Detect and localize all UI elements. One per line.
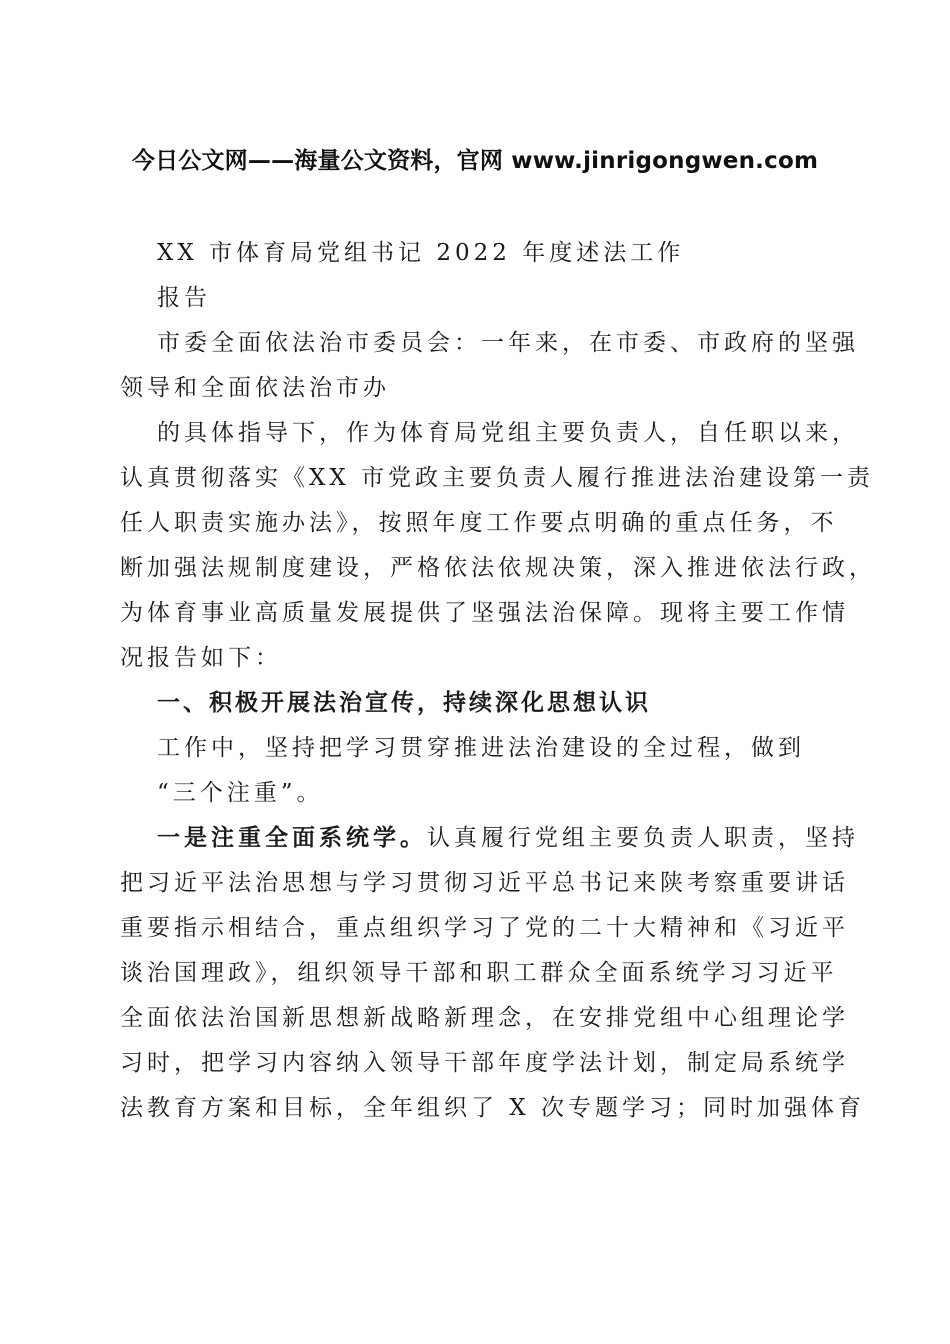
para2-line-2: “三个注重”。 — [157, 780, 324, 806]
para3-line-3: 重要指示相结合，重点组织学习了党的二十大精神和《习近平 — [120, 915, 849, 941]
para3-lead-phrase: 一是注重全面系统学。 — [157, 825, 427, 851]
section-heading-1: 一、积极开展法治宣传，持续深化思想认识 — [157, 690, 651, 716]
para3-line-5: 全面依法治国新思想新战略新理念，在安排党组中心组理论学 — [120, 1005, 849, 1031]
para2-line-1: 工作中，坚持把学习贯穿推进法治建设的全过程，做到 — [157, 735, 805, 761]
para1-line-5: 为体育事业高质量发展提供了坚强法治保障。现将主要工作情 — [120, 600, 849, 626]
para1-line-1: 的具体指导下，作为体育局党组主要负责人，自任职以来， — [157, 420, 859, 446]
para3-line-4: 谈治国理政》，组织领导干部和职工群众全面系统学习习近平 — [120, 960, 838, 986]
site-header-banner: 今日公文网——海量公文资料，官网 www.jinrigongwen.com — [131, 148, 819, 174]
para1-line-3: 任人职责实施办法》，按照年度工作要点明确的重点任务，不 — [120, 510, 838, 536]
para1-line-4: 断加强法规制度建设，严格依法依规决策，深入推进依法行政， — [120, 555, 876, 581]
para3-line-1 — [157, 823, 859, 853]
para3-line-1-rest: 认真履行党组主要负责人职责，坚持 — [427, 825, 859, 851]
intro-line-1: 市委全面依法治市委员会：一年来，在市委、市政府的坚强 — [157, 330, 859, 356]
para3-line-2: 把习近平法治思想与学习贯彻习近平总书记来陕考察重要讲话 — [120, 870, 849, 896]
intro-line-2: 领导和全面依法治市办 — [120, 375, 390, 401]
para1-line-2: 认真贯彻落实《XX 市党政主要负责人履行推进法治建设第一责 — [120, 465, 875, 491]
doc-title-line-2: 报告 — [157, 285, 211, 311]
para3-line-6: 习时，把学习内容纳入领导干部年度学法计划，制定局系统学 — [120, 1050, 849, 1076]
doc-title-line-1: XX 市体育局党组书记 2022 年度述法工作 — [157, 240, 685, 266]
para1-line-6: 况报告如下： — [120, 645, 282, 671]
para3-line-7: 法教育方案和目标，全年组织了 X 次专题学习；同时加强体育 — [120, 1095, 865, 1121]
